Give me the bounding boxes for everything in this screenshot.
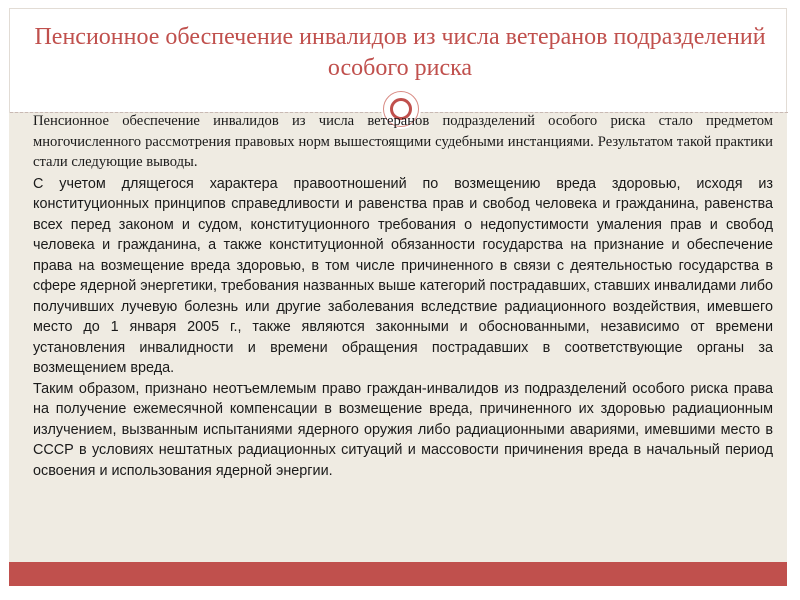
paragraph-summary: Таким образом, признано неотъемлемым право граждан-инвалидов из подразделений особого риска права на получение ежемесячной компенсации в возмещение вреда, причиненного их здоровью радиационным излучением, вызванным испытаниями ядерного оружия либо радиационными авариями, имевшими место в СССР в условиях нештатных радиационных ситуаций и массовости причинения вреда в начальный период освоения и использования ядерной энергии. <box>33 380 773 479</box>
footer-bar <box>9 562 787 586</box>
paragraph-conclusions: С учетом длящегося характера правоотношений по возмещению вреда здоровью, исходя из конституционных принципов справедливости и равенства прав и свобод человека и гражданина, равенства всех перед законом и судом, конституционного требования о недопустимости умаления прав и свобод человека и гражданина, а также конституционной обязанности государства на признание и обеспечение права на возмещение вреда здоровью, в том числе причиненного в связи с деятельностью государства в сфере ядерной энергетики, требования названных выше категорий пострадавших, ставших инвалидами либо получивших лучевую болезнь или другие заболевания вследствие радиационного воздействия, имевшего место до 1 января 2005 г., также являются законными и обоснованными, независимо от времени установления инвалидности и времени обращения пострадавших в соответствующие органы за возмещением вреда. <box>33 175 773 376</box>
body-text <box>33 111 773 481</box>
slide-title: Пенсионное обеспечение инвалидов из числа ветеранов подразделений особого риска <box>34 24 766 81</box>
paragraph-intro: Пенсионное обеспечение инвалидов из числа ветеранов подразделений особого риска стало предметом многочисленного рассмотрения правовых норм вышестоящими судебными инстанциями. Результатом такой практики стали следующие выводы. <box>33 113 773 170</box>
